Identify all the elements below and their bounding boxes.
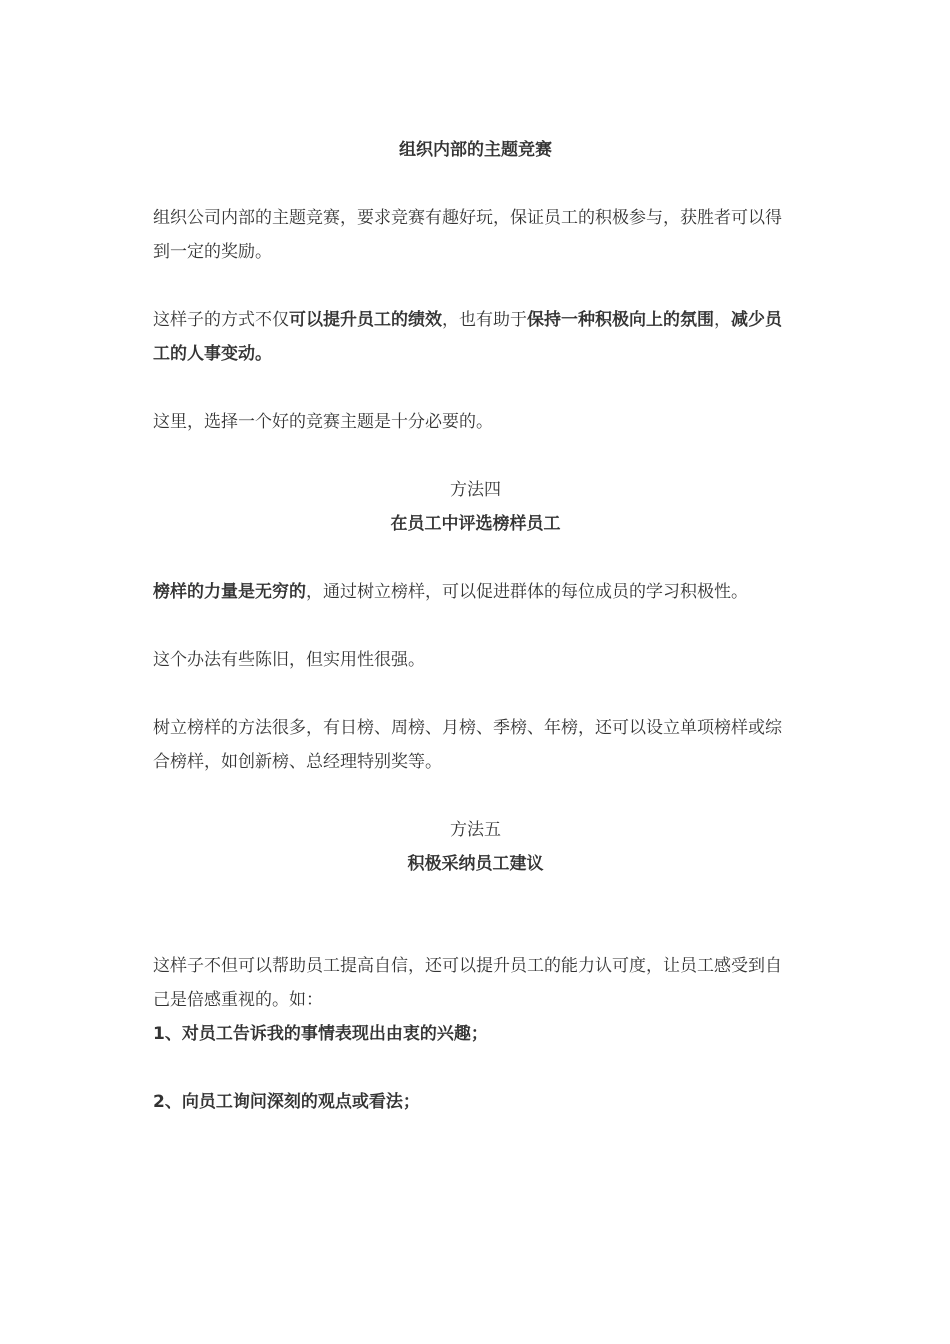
document-body [153, 133, 798, 1119]
method-four-label: 方法四 [450, 480, 501, 500]
list-item-2: 2、向员工询问深刻的观点或看法； [153, 1092, 420, 1112]
emphasis-performance: 可以提升员工的绩效 [289, 310, 442, 330]
text-run: 。 [255, 344, 272, 364]
list-item-1: 1、对员工告诉我的事情表现出由衷的兴趣； [153, 1024, 488, 1044]
text-run: ，也有助于 [442, 310, 527, 330]
emphasis-role-model: 榜样的力量是无穷的 [153, 582, 306, 602]
paragraph-competition-benefits [153, 303, 798, 371]
text-run: ，通过树立榜样，可以促进群体的每位成员的学习积极性。 [306, 582, 748, 602]
method-four-title: 在员工中评选榜样员工 [390, 514, 561, 534]
text-run: ， [714, 310, 731, 330]
method-five-label: 方法五 [450, 820, 501, 840]
paragraph-competition-intro: 组织公司内部的主题竞赛，要求竞赛有趣好玩，保证员工的积极参与，获胜者可以得到一定的奖励。 [153, 208, 782, 262]
method-five-title: 积极采纳员工建议 [407, 854, 544, 874]
section-title: 组织内部的主题竞赛 [399, 140, 552, 160]
paragraph-role-model-power [153, 575, 798, 609]
paragraph-competition-theme: 这里，选择一个好的竞赛主题是十分必要的。 [153, 412, 493, 432]
emphasis-atmosphere: 保持一种积极向上的氛围 [527, 310, 714, 330]
text-run: 这样子的方式不仅 [153, 310, 289, 330]
paragraph-role-model-methods: 树立榜样的方法很多，有日榜、周榜、月榜、季榜、年榜，还可以设立单项榜样或综合榜样，如创新榜、总经理特别奖等。 [153, 718, 782, 772]
paragraph-suggestions-intro: 这样子不但可以帮助员工提高自信，还可以提升员工的能力认可度，让员工感受到自己是倍感重视的。如： [153, 956, 782, 1010]
paragraph-role-model-practical: 这个办法有些陈旧，但实用性很强。 [153, 650, 425, 670]
emphasis-turnover: 减少员工的人事变动 [153, 310, 782, 364]
